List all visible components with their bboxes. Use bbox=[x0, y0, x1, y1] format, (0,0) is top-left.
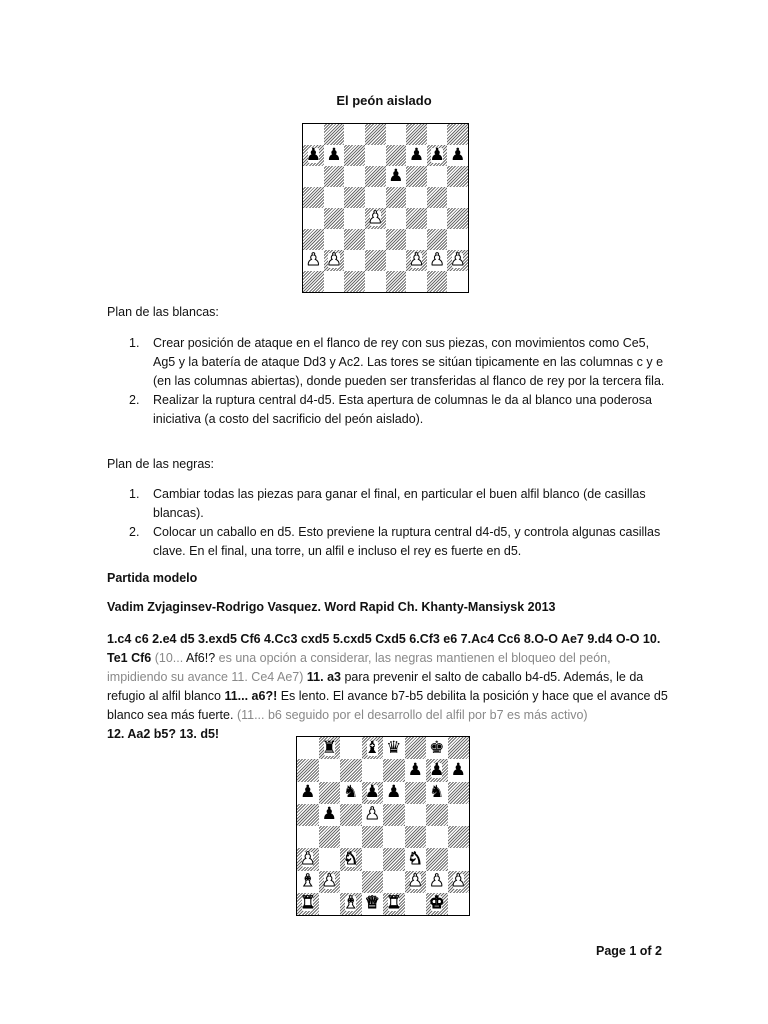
board-square bbox=[365, 271, 386, 292]
board-square bbox=[344, 124, 365, 145]
board-square bbox=[319, 759, 341, 781]
board-square bbox=[427, 145, 448, 166]
board-square bbox=[297, 782, 319, 804]
board-square bbox=[386, 124, 407, 145]
white-king-icon: ♚ bbox=[429, 893, 445, 914]
white-pawn-icon: ♟ bbox=[367, 208, 383, 228]
board-square bbox=[386, 187, 407, 208]
board-square bbox=[405, 848, 427, 870]
board-square bbox=[383, 782, 405, 804]
board-square bbox=[365, 124, 386, 145]
board-square bbox=[383, 759, 405, 781]
page-title: El peón aislado bbox=[336, 93, 432, 108]
moves-main-2: 11. a3 bbox=[303, 670, 341, 684]
board-square bbox=[448, 759, 470, 781]
page-footer: Page 1 of 2 bbox=[596, 944, 662, 958]
board-square bbox=[405, 826, 427, 848]
board-square bbox=[362, 893, 384, 915]
board-square bbox=[426, 782, 448, 804]
board-square bbox=[427, 124, 448, 145]
list-text: Colocar un caballo en d5. Esto previene la ruptura central d4-d5, y controla algunas casillas clave. En el final, una torre, un alfil e incluso el rey es fuerte en d5. bbox=[153, 525, 661, 558]
board-square bbox=[344, 271, 365, 292]
black-king-icon: ♚ bbox=[429, 737, 445, 758]
white-plan-list bbox=[107, 334, 667, 429]
board-square bbox=[365, 229, 386, 250]
list-number: 2. bbox=[129, 525, 140, 539]
board-square bbox=[362, 826, 384, 848]
list-text: Crear posición de ataque en el flanco de rey con sus piezas, con movimientos como Ce5, Ag5 y la batería de ataque Dd3 y Ac2. Las tores se sitúan tipicamente en las columnas c y e (en las columnas abiertas), donde pueden ser transferidas al flanco de rey por la tercera fila. bbox=[153, 336, 665, 388]
model-game-heading: Partida modelo bbox=[107, 571, 198, 585]
board-square bbox=[303, 208, 324, 229]
board-square bbox=[386, 208, 407, 229]
black-pawn-icon: ♟ bbox=[407, 759, 423, 780]
board-square bbox=[340, 893, 362, 915]
board-square bbox=[386, 166, 407, 187]
white-queen-icon: ♛ bbox=[364, 893, 380, 914]
board-square bbox=[362, 782, 384, 804]
board-square bbox=[383, 848, 405, 870]
black-plan-item-1 bbox=[107, 485, 667, 523]
board-square bbox=[340, 737, 362, 759]
board-square bbox=[383, 893, 405, 915]
black-pawn-icon: ♟ bbox=[364, 782, 380, 803]
board-square bbox=[386, 145, 407, 166]
board-square bbox=[426, 848, 448, 870]
board-square bbox=[447, 208, 468, 229]
board-square bbox=[297, 759, 319, 781]
board-square bbox=[362, 737, 384, 759]
board-square bbox=[406, 229, 427, 250]
white-pawn-icon: ♟ bbox=[450, 871, 466, 892]
black-pawn-icon: ♟ bbox=[321, 804, 337, 825]
board-square bbox=[319, 871, 341, 893]
board-square bbox=[303, 229, 324, 250]
board-square bbox=[383, 826, 405, 848]
board-square bbox=[405, 871, 427, 893]
black-knight-icon: ♞ bbox=[429, 782, 445, 803]
chess-diagram-isolated-pawn bbox=[302, 123, 469, 293]
moves-main-1: 1.c4 c6 2.e4 d5 3.exd5 Cf6 4.Cc3 cxd5 5.cxd5 Cxd5 6.Cf3 e6 7.Ac4 Cc6 8.O-O Ae7 9.d4 O-O 10. Te1 Cf6 bbox=[107, 632, 661, 665]
board-square bbox=[427, 166, 448, 187]
list-number: 2. bbox=[129, 393, 140, 407]
board-square bbox=[340, 782, 362, 804]
board-square bbox=[344, 208, 365, 229]
board-square bbox=[324, 250, 345, 271]
list-number: 1. bbox=[129, 487, 140, 501]
chess-diagram-position bbox=[296, 736, 470, 916]
white-pawn-icon: ♟ bbox=[429, 871, 445, 892]
black-pawn-icon: ♟ bbox=[326, 145, 342, 165]
board-square bbox=[319, 782, 341, 804]
board-square bbox=[406, 271, 427, 292]
board-square bbox=[319, 804, 341, 826]
white-rook-icon: ♜ bbox=[300, 893, 316, 914]
white-pawn-icon: ♟ bbox=[407, 871, 423, 892]
board-square bbox=[324, 229, 345, 250]
board-square bbox=[406, 145, 427, 166]
white-pawn-icon: ♟ bbox=[305, 250, 321, 270]
white-pawn-icon: ♟ bbox=[326, 250, 342, 270]
board-square bbox=[344, 229, 365, 250]
black-plan-list bbox=[107, 485, 667, 561]
board-square bbox=[365, 250, 386, 271]
board-square bbox=[340, 848, 362, 870]
board-square bbox=[365, 145, 386, 166]
board-square bbox=[344, 250, 365, 271]
white-bishop-icon: ♝ bbox=[343, 893, 359, 914]
board-square bbox=[344, 187, 365, 208]
white-pawn-icon: ♟ bbox=[300, 848, 316, 869]
board-square bbox=[362, 804, 384, 826]
black-pawn-icon: ♟ bbox=[408, 145, 425, 165]
board-square bbox=[426, 737, 448, 759]
board-square bbox=[447, 166, 468, 187]
black-pawn-icon: ♟ bbox=[429, 759, 445, 780]
board-square bbox=[405, 804, 427, 826]
comment-3: Es lento. El avance b7-b5 debilita la posición y hace que el avance d5 blanco sea más fuerte. bbox=[107, 689, 668, 722]
board-square bbox=[365, 208, 386, 229]
game-header: Vadim Zvjaginsev-Rodrigo Vasquez. Word Rapid Ch. Khanty-Mansiysk 2013 bbox=[107, 600, 556, 614]
board-square bbox=[447, 229, 468, 250]
board-square bbox=[448, 893, 470, 915]
black-pawn-icon: ♟ bbox=[386, 782, 402, 803]
board-square bbox=[427, 229, 448, 250]
black-knight-icon: ♞ bbox=[343, 782, 359, 803]
board-square bbox=[303, 166, 324, 187]
black-queen-icon: ♛ bbox=[386, 737, 402, 758]
board-square bbox=[447, 271, 468, 292]
board-square bbox=[406, 250, 427, 271]
white-pawn-icon: ♟ bbox=[429, 250, 445, 270]
board-square bbox=[340, 826, 362, 848]
board-square bbox=[386, 229, 407, 250]
board-square bbox=[344, 166, 365, 187]
board-square bbox=[426, 826, 448, 848]
game-moves bbox=[107, 630, 672, 744]
black-pawn-icon: ♟ bbox=[388, 166, 404, 186]
black-rook-icon: ♜ bbox=[321, 737, 337, 758]
black-pawn-icon: ♟ bbox=[450, 145, 466, 165]
board-square bbox=[426, 893, 448, 915]
board-square bbox=[426, 759, 448, 781]
board-square bbox=[448, 826, 470, 848]
board-square bbox=[297, 893, 319, 915]
board-square bbox=[362, 848, 384, 870]
moves-main-3: 11... a6?! bbox=[224, 689, 278, 703]
variation-2: (11... b6 seguido por el desarrollo del alfil por b7 es más activo) bbox=[233, 708, 588, 722]
board-square bbox=[447, 187, 468, 208]
board-square bbox=[303, 250, 324, 271]
board-square bbox=[386, 271, 407, 292]
board-square bbox=[319, 737, 341, 759]
black-plan-item-2 bbox=[107, 523, 667, 561]
board-square bbox=[448, 871, 470, 893]
board-square bbox=[340, 759, 362, 781]
variation-open: (10... bbox=[151, 651, 186, 665]
white-rook-icon: ♜ bbox=[386, 893, 402, 914]
list-text: Cambiar todas las piezas para ganar el final, en particular el buen alfil blanco (de casillas blancas). bbox=[153, 487, 646, 520]
board-square bbox=[406, 187, 427, 208]
white-pawn-icon: ♟ bbox=[408, 250, 425, 270]
board-square bbox=[324, 208, 345, 229]
board-square bbox=[405, 893, 427, 915]
board-square bbox=[297, 826, 319, 848]
board-square bbox=[426, 871, 448, 893]
board-square bbox=[297, 804, 319, 826]
board-square bbox=[427, 250, 448, 271]
board-square bbox=[447, 250, 468, 271]
board-square bbox=[427, 271, 448, 292]
board-square bbox=[447, 124, 468, 145]
white-pawn-icon: ♟ bbox=[364, 804, 380, 825]
list-number: 1. bbox=[129, 336, 140, 350]
board-square bbox=[297, 737, 319, 759]
board-square bbox=[319, 848, 341, 870]
comment-2: para prevenir el salto de caballo b4-d5. Además, le da refugio al alfil blanco bbox=[107, 670, 644, 703]
board-square bbox=[448, 804, 470, 826]
board-square bbox=[365, 187, 386, 208]
black-plan-heading: Plan de las negras: bbox=[107, 457, 215, 471]
white-pawn-icon: ♟ bbox=[321, 871, 337, 892]
board-square bbox=[447, 145, 468, 166]
white-knight-icon: ♞ bbox=[407, 848, 423, 869]
board-square bbox=[324, 124, 345, 145]
board-square bbox=[383, 737, 405, 759]
board-square bbox=[406, 124, 427, 145]
board-square bbox=[324, 271, 345, 292]
board-square bbox=[324, 166, 345, 187]
board-square bbox=[386, 250, 407, 271]
moves-main-4: 12. Aa2 b5? 13. d5! bbox=[107, 727, 220, 741]
board-square bbox=[427, 187, 448, 208]
board-square bbox=[297, 848, 319, 870]
black-pawn-icon: ♟ bbox=[450, 759, 466, 780]
board-square bbox=[324, 187, 345, 208]
white-knight-icon: ♞ bbox=[343, 848, 359, 869]
variation-text: es una opción a considerar, las negras mantienen el bloqueo del peón, impidiendo su avance 11. Ce4 Ae7) bbox=[107, 651, 611, 684]
board-square bbox=[303, 187, 324, 208]
board-square bbox=[406, 208, 427, 229]
board-square bbox=[340, 871, 362, 893]
board-square bbox=[297, 871, 319, 893]
white-pawn-icon: ♟ bbox=[450, 250, 466, 270]
white-plan-item-2 bbox=[107, 391, 667, 429]
board-square bbox=[383, 871, 405, 893]
board-square bbox=[340, 804, 362, 826]
board-square bbox=[362, 759, 384, 781]
board-square bbox=[344, 145, 365, 166]
board-square bbox=[303, 271, 324, 292]
white-bishop-icon: ♝ bbox=[300, 871, 316, 892]
black-pawn-icon: ♟ bbox=[300, 782, 316, 803]
board-square bbox=[303, 145, 324, 166]
black-bishop-icon: ♝ bbox=[364, 737, 380, 758]
board-square bbox=[383, 804, 405, 826]
board-square bbox=[324, 145, 345, 166]
list-text: Realizar la ruptura central d4-d5. Esta apertura de columnas le da al blanco una poderosa iniciativa (a costo del sacrificio del peón aislado). bbox=[153, 393, 652, 426]
board-square bbox=[448, 782, 470, 804]
variation-move: Af6!? bbox=[185, 651, 216, 665]
board-square bbox=[406, 166, 427, 187]
board-square bbox=[427, 208, 448, 229]
board-square bbox=[319, 893, 341, 915]
white-plan-item-1 bbox=[107, 334, 667, 391]
board-square bbox=[303, 124, 324, 145]
board-square bbox=[319, 826, 341, 848]
black-pawn-icon: ♟ bbox=[429, 145, 445, 165]
black-pawn-icon: ♟ bbox=[305, 145, 321, 165]
board-square bbox=[405, 782, 427, 804]
board-square bbox=[448, 848, 470, 870]
white-plan-heading: Plan de las blancas: bbox=[107, 305, 219, 319]
board-square bbox=[365, 166, 386, 187]
board-square bbox=[405, 759, 427, 781]
board-square bbox=[362, 871, 384, 893]
board-square bbox=[448, 737, 470, 759]
board-square bbox=[426, 804, 448, 826]
board-square bbox=[405, 737, 427, 759]
